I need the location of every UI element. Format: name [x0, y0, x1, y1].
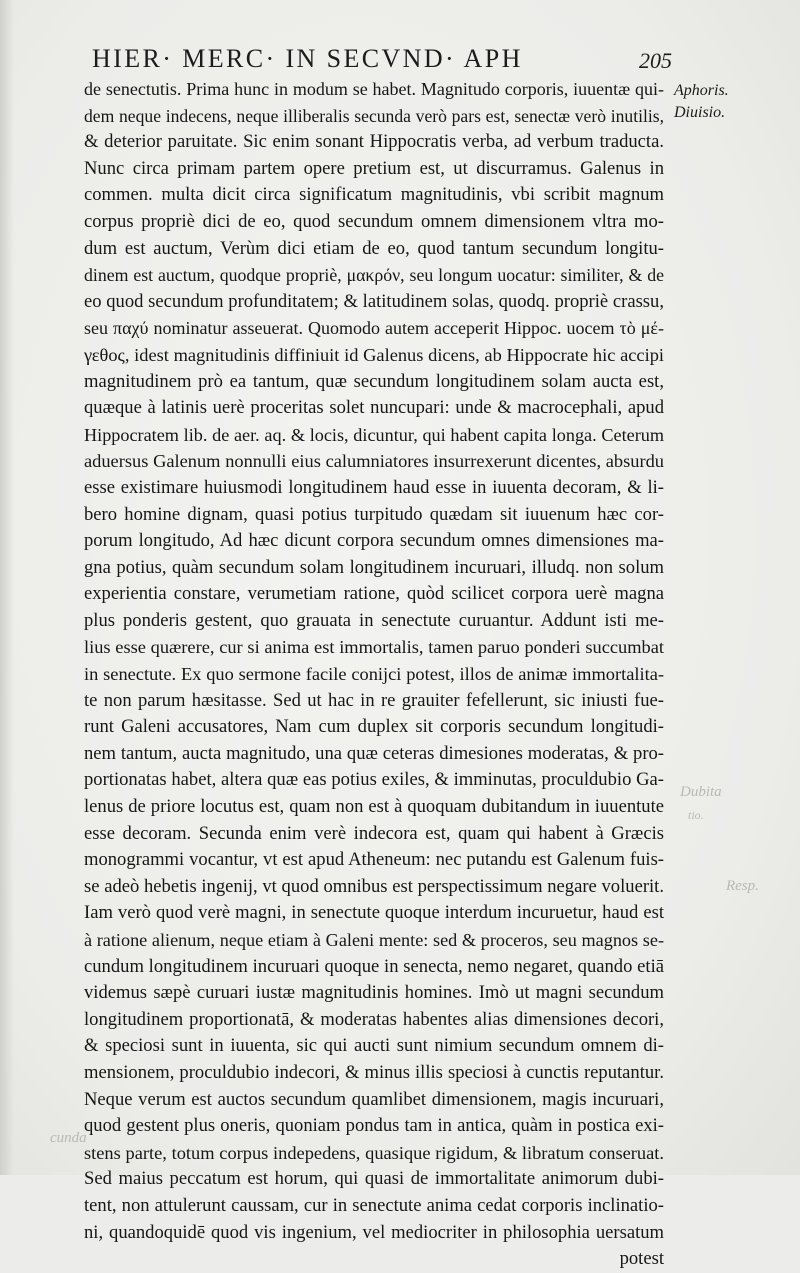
text-line: & speciosi sunt in iuuenta, sic qui aucti sunt nimium secundum omnem di- [84, 1035, 664, 1057]
margin-note-aphorism: Aphoris. [674, 82, 729, 99]
text-line: Hippocratem lib. de aer. aq. & locis, dicuntur, qui habent capita longa. Ceterum [84, 424, 664, 445]
text-line: bero homine dignam, quasi potius turpitudo quædam sit iuuenum hæc cor- [84, 503, 664, 525]
text-line: de senectutis. Prima hunc in modum se habet. Magnitudo corporis, iuuentæ qui- [84, 79, 664, 99]
text-line: runt Galeni accusatores, Nam cum duplex sit corporis secundum longitudi- [84, 716, 664, 738]
text-line: potest [619, 1248, 664, 1270]
gutter-shadow [0, 0, 14, 1175]
text-line: te non parum hæsitasse. Sed ut hac in re grauiter fefellerunt, sic iniusti fue- [84, 689, 664, 711]
text-line: eo quod secundum profunditatem; & latitudinem solas, quodq. propriè crassu, [84, 290, 664, 312]
text-line: Nunc circa primam partem opere pretium est, ut discurramus. Galenus in [84, 157, 664, 179]
text-line: esse existimare huiusmodi longitudinem haud esse in iuuenta decoram, & li- [84, 476, 664, 498]
text-line: stens parte, totum corpus indepedens, quasique rigidum, & libratum conseruat. [84, 1142, 664, 1163]
margin-notes [674, 80, 784, 124]
text-line: Iam verò quod verè magni, in senectute quoque interdum incuruetur, haud est [84, 902, 664, 924]
text-line: se adeò hebetis ingenij, vt quod omnibus est perspectissimum negare voluerit. [84, 875, 664, 897]
text-line: gna potius, quàm secundum solam longitudinem incuruari, illudq. non solum [84, 556, 664, 578]
body-text [84, 76, 664, 1273]
text-line: Sed maius peccatum est horum, qui quasi de immortalitate animorum dubi- [84, 1168, 664, 1190]
text-line: portionatas habet, altera quæ eas potius exiles, & imminutas, proculdubio Ga- [84, 769, 664, 791]
bleed-through-text: Resp. [726, 878, 759, 894]
text-line: lenus de priore locutus est, quam non est à quoquam dubitandum in iuuentute [84, 796, 664, 818]
text-line: γεθος, idest magnitudinis diffiniuit id Galenus dicens, ab Hippocrate hic accipi [84, 344, 664, 365]
text-line: ni, quandoquidē quod vis ingenium, vel mediocriter in philosophia uersatum [84, 1221, 664, 1243]
text-line: & deterior paruitate. Sic enim sonant Hippocratis verba, ad verbum traducta. [84, 131, 664, 153]
bleed-through-text: Dubita [680, 784, 722, 800]
margin-note-division: Diuisio. [674, 104, 726, 121]
text-line: Neque verum est auctos secundum quamlibet dimensionem, magis incuruari, [84, 1088, 664, 1110]
running-head: HIER· MERC· IN SECVND· APH [92, 44, 523, 73]
bleed-through-text: tio. [688, 808, 704, 822]
text-line: seu παχύ nominatur asseuerat. Quomodo autem acceperit Hippoc. uocem τὸ μέ- [84, 318, 664, 339]
text-line: dem neque indecens, neque illiberalis secunda verò pars est, senectæ verò inutilis, [84, 105, 664, 126]
text-line: experientia constare, verumetiam ratione, quòd scilicet corpora uerè magna [84, 583, 664, 605]
text-line: corpus propriè dici de eo, quod secundum omnem dimensionem vltra mo- [84, 210, 664, 232]
bleed-through-text: cunda [50, 1130, 87, 1146]
text-line: esse decoram. Secunda enim verè indecora est, quam qui habent à Græcis [84, 822, 664, 844]
text-line: longitudinem proportionatā, & moderatas habentes alias dimensiones decori, [84, 1008, 664, 1030]
text-line: porum longitudo, Ad hæc dicunt corpora secundum omnes dimensiones ma- [84, 530, 664, 552]
text-line: tent, non attulerunt caussam, cur in senectute anima cedat corporis inclinatio- [84, 1194, 664, 1216]
text-line: mensionem, proculdubio indecori, & minus illis speciosi à cunctis reputantur. [84, 1061, 664, 1083]
text-line: lius esse quærere, cur si anima est immortalis, tamen paruo ponderi succumbat [84, 637, 664, 658]
text-line: quod gestent plus oneris, quoniam pondus tam in antica, quàm in postica exi- [84, 1115, 664, 1137]
text-line: monogrammi vocantur, vt est apud Atheneum: nec putandu est Galenum fuis- [84, 849, 664, 871]
text-line: cundum longitudinem incuruari quoque in senecta, nemo negaret, quando etiā [84, 955, 664, 977]
text-line: aduersus Galenum nonnulli eius calumniatores insurrexerunt dicentes, absurdu [84, 451, 664, 472]
text-line: videmus sæpè curuari iustæ magnitudinis homines. Imò ut magni secundum [84, 982, 664, 1004]
text-line: dinem est auctum, quodque propriè, μακρόν, seu longum uocatur: similiter, & de [84, 265, 664, 286]
page-number: 205 [639, 48, 672, 73]
text-line: in senectute. Ex quo sermone facile conijci potest, illos de animæ immortalita- [84, 664, 664, 685]
text-line: magnitudinem prò ea tantum, quæ secundum longitudinem solam aucta est, [84, 370, 664, 392]
text-line: nem tantum, aucta magnitudo, una quæ ceteras dimesiones moderatas, & pro- [84, 742, 664, 764]
text-line: dum est auctum, Verùm dici etiam de eo, quod tantum secundum longitu- [84, 237, 664, 259]
text-line: commen. multa dicit circa significatum magnitudinis, vbi scribit magnum [84, 184, 664, 206]
text-line: quæque à latinis uerè proceritas solet nuncupari: unde & macrocephali, apud [84, 397, 664, 419]
text-line: à ratione alienum, neque etiam à Galeni mente: sed & proceros, seu magnos se- [84, 930, 664, 950]
text-line: plus ponderis gestent, quo grauata in senectute curuantur. Addunt isti me- [84, 609, 664, 631]
